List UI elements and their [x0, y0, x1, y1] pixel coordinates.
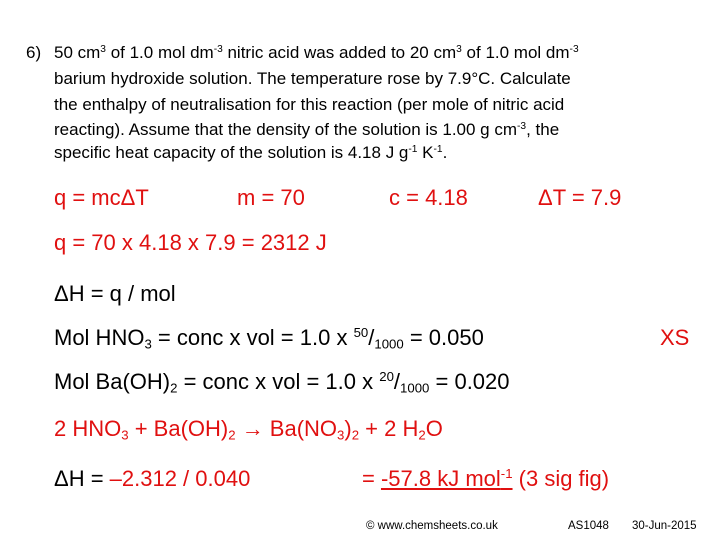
question-line-2: barium hydroxide solution. The temperature rose by 7.9°C. Calculate	[54, 69, 571, 88]
answer-result: = -57.8 kJ mol$^{-1}$ (3 sig fig)	[362, 466, 610, 491]
specific-heat-value: c = 4.18	[389, 185, 468, 210]
mol-baoh2-line: Mol $Ba(OH)_2$ = conc x vol = 1.0 x $^{20}/_{1000} = 0.020$	[54, 369, 510, 396]
mass-value: m = 70	[237, 185, 305, 210]
footer-code: AS1048	[568, 520, 609, 532]
delta-t-value: ΔT = 7.9	[538, 185, 622, 210]
footer-source: © www.chemsheets.co.uk	[366, 520, 498, 532]
question-number: 6)	[26, 43, 42, 62]
answer-left: ΔH = –2.312 / 0.040	[54, 466, 251, 491]
mol-hno3-line: Mol $HNO_3$ = conc x vol = 1.0 x $^{50}/_{1000} = 0.050$	[54, 325, 484, 352]
excess-label: XS	[660, 325, 690, 350]
question-line-1: 50 $cm^3$ of 1.0 mol $dm^{-3}$ nitric acid was added to 20 $cm^3$ of 1.0 mol $dm^{-3}$	[54, 43, 579, 62]
question-line-4: reacting). Assume that the density of the solution is 1.00 g $cm^{-3}$, the	[54, 120, 560, 139]
footer-date: 30-Jun-2015	[632, 520, 697, 532]
question-line-5: specific heat capacity of the solution is 4.18 J $g^{-1}$ $K^{-1}$.	[54, 143, 448, 162]
q-calculation: q = 70 x 4.18 x 7.9 = 2312 J	[54, 230, 327, 255]
balanced-equation: 2 $HNO_3 + Ba(OH)_2 \to Ba(NO_3)_2 + 2$ $H_2O$	[54, 416, 443, 443]
delta-h-definition: ΔH = q / mol	[54, 281, 176, 306]
q-formula: q = mcΔT	[54, 185, 149, 210]
question-line-3: the enthalpy of neutralisation for this reaction (per mole of nitric acid	[54, 95, 565, 114]
